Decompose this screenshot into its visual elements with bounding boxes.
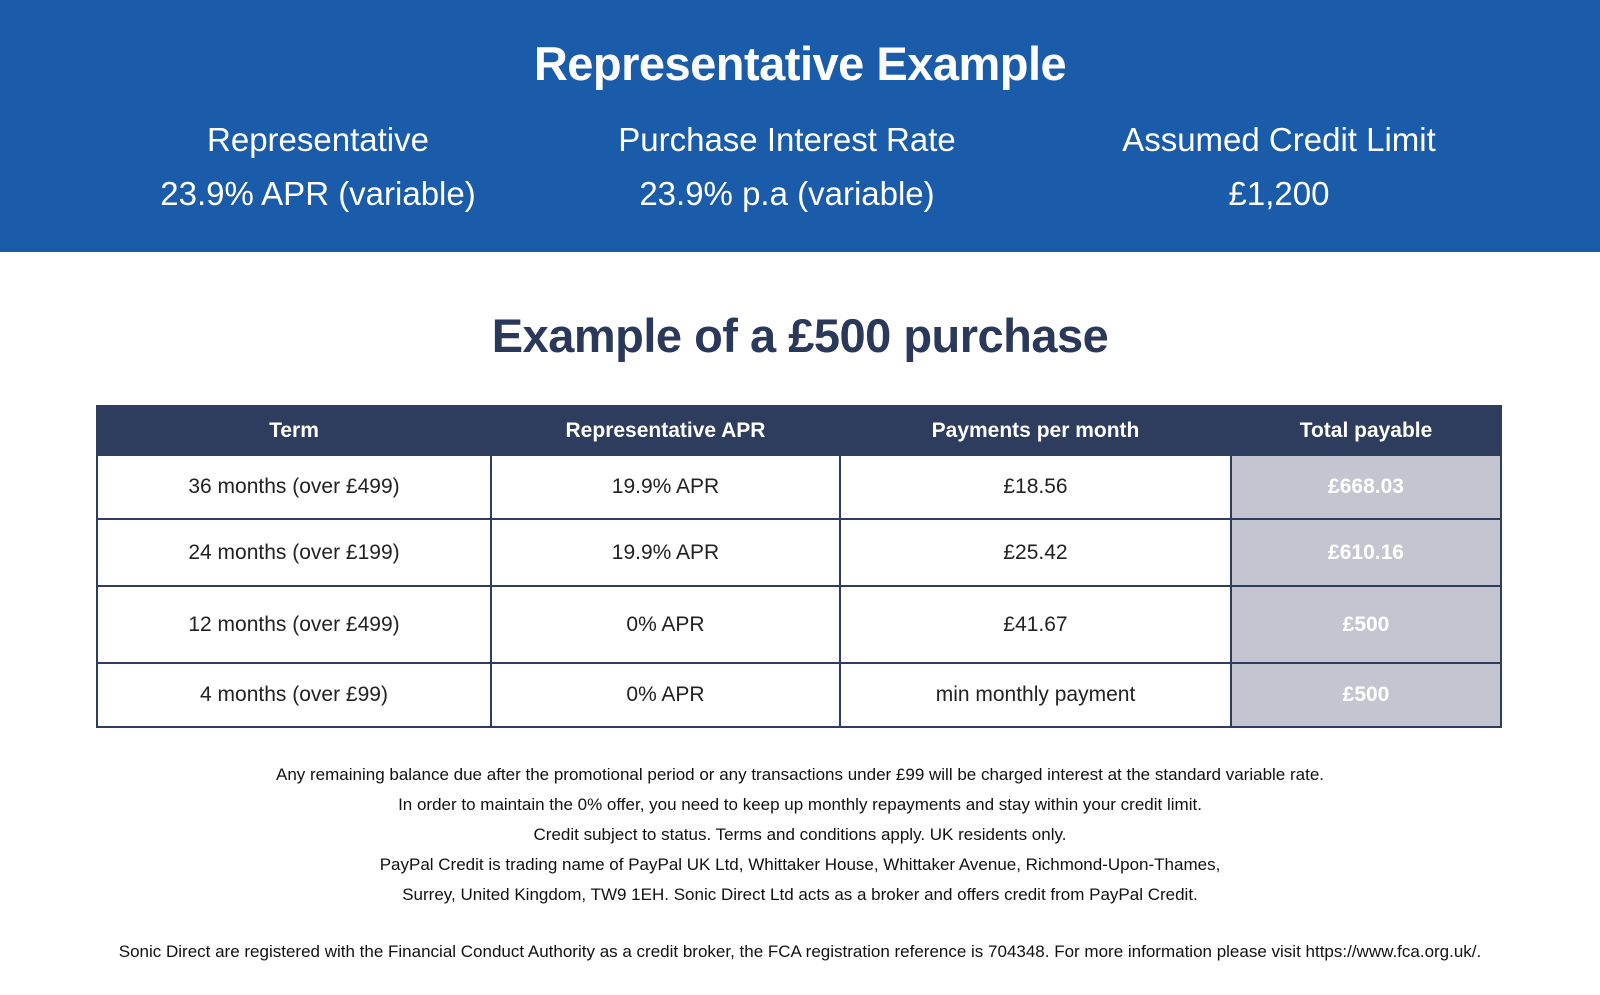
term-cell: 24 months (over £199): [97, 519, 491, 586]
assumed-credit-limit-stat: [1039, 118, 1519, 216]
table-row: [97, 586, 1501, 663]
purchase-interest-rate-stat: [547, 118, 1027, 216]
section-title: Example of a £500 purchase: [491, 309, 1109, 362]
term-cell: 4 months (over £99): [97, 663, 491, 727]
note-line: Credit subject to status. Terms and conditions apply. UK residents only.: [533, 825, 1067, 844]
note-line: Surrey, United Kingdom, TW9 1EH. Sonic Direct Ltd acts as a broker and offers credit from PayPal Credit.: [402, 885, 1198, 904]
stat-value: 23.9% APR (variable): [160, 175, 476, 212]
total-payable-cell: £500: [1231, 663, 1501, 727]
stat-value: £1,200: [1228, 175, 1330, 212]
total-payable-cell: £668.03: [1231, 455, 1501, 519]
table-row: [97, 663, 1501, 727]
apr-cell: 0% APR: [491, 663, 840, 727]
total-payable-cell: £500: [1231, 586, 1501, 663]
payment-cell: £18.56: [840, 455, 1231, 519]
term-cell: 12 months (over £499): [97, 586, 491, 663]
stat-label: Assumed Credit Limit: [1122, 121, 1436, 158]
terms-notes: [0, 760, 1600, 910]
payment-cell: £41.67: [840, 586, 1231, 663]
note-line: PayPal Credit is trading name of PayPal UK Ltd, Whittaker House, Whittaker Avenue, Richmond-Upon-Thames,: [379, 855, 1221, 874]
apr-cell: 0% APR: [491, 586, 840, 663]
apr-cell: 19.9% APR: [491, 519, 840, 586]
stat-label: Purchase Interest Rate: [618, 121, 956, 158]
term-cell: 36 months (over £499): [97, 455, 491, 519]
note-line: In order to maintain the 0% offer, you need to keep up monthly repayments and stay within your credit limit.: [398, 795, 1202, 814]
stat-value: 23.9% p.a (variable): [639, 175, 935, 212]
note-line: Any remaining balance due after the promotional period or any transactions under £99 will be charged interest at the standard variable rate.: [275, 765, 1324, 784]
header-payments-per-month: Payments per month: [840, 406, 1231, 455]
representative-apr-stat: [78, 118, 558, 216]
fca-notice: Sonic Direct are registered with the Financial Conduct Authority as a credit broker, the FCA registration reference is 704348. For more information please visit https://www.fca.org.uk/.: [118, 942, 1482, 961]
table-header-row: [97, 406, 1501, 455]
header-total-payable: Total payable: [1231, 406, 1501, 455]
table-row: [97, 519, 1501, 586]
payment-cell: min monthly payment: [840, 663, 1231, 727]
representative-example-banner: [0, 0, 1600, 252]
table-row: [97, 455, 1501, 519]
payment-cell: £25.42: [840, 519, 1231, 586]
banner-title: Representative Example: [533, 37, 1067, 90]
header-term: Term: [97, 406, 491, 455]
header-representative-apr: Representative APR: [491, 406, 840, 455]
apr-cell: 19.9% APR: [491, 455, 840, 519]
stat-label: Representative: [207, 121, 429, 158]
finance-plans-table: [96, 405, 1502, 728]
total-payable-cell: £610.16: [1231, 519, 1501, 586]
